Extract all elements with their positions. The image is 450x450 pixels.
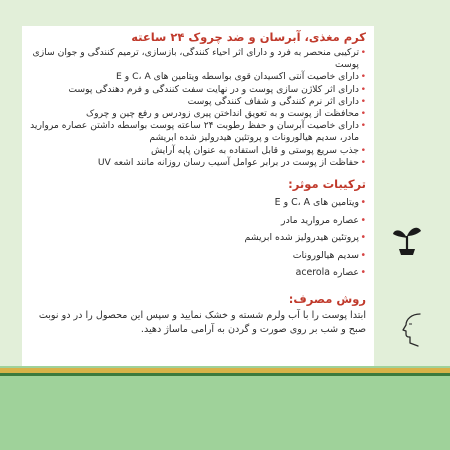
feature-item: • دارای خاصیت آنتی اکسیدان قوی بواسطه ویتامین های C، A و E (26, 71, 366, 83)
feature-item: • دارای اثر نرم کنندگی و شفاف کنندگی پوست (26, 96, 366, 108)
ingredient-item: • سدیم هیالورونات (26, 247, 366, 265)
feature-item: • دارای اثر کلاژن سازی پوست و در نهایت سفت کنندگی و فرم دهندگی پوست (26, 84, 366, 96)
ingredients-title: ترکیبات موثر: (288, 177, 366, 192)
ingredient-item: • عصاره مروارید مادر (26, 212, 366, 230)
bottom-background-band (0, 366, 450, 450)
ingredient-item: • ویتامین های C، A و E (26, 194, 366, 212)
feature-list (26, 47, 366, 169)
face-profile-icon (398, 312, 424, 348)
feature-item: • حفاظت از پوست در برابر عوامل آسیب رسان روزانه مانند اشعه UV (26, 157, 366, 169)
feature-item: • محافظت از پوست و به تعویق انداختن پیری زودرس و رفع چین و چروک (26, 108, 366, 120)
ingredient-item: • عصاره acerola (26, 264, 366, 282)
product-title: کرم مغذی، آبرسان و ضد چروک ۲۴ ساعته (131, 30, 366, 44)
green-divider-stripe (0, 373, 450, 376)
product-text-column (26, 30, 366, 337)
feature-item: • جذب سریع پوستی و قابل استفاده به عنوان پایه آرایش (26, 145, 366, 157)
feature-item: • دارای خاصیت آبرسان و حفظ رطوبت ۲۴ ساعته پوست بواسطه داشتن عصاره مروارید مادر، سدیم هیالورونات و پروتئین هیدرولیز شده ابریشم (26, 120, 366, 144)
ingredient-item: • پروتئین هیدرولیز شده ابریشم (26, 229, 366, 247)
feature-item: • ترکیبی منحصر به فرد و دارای اثر احیاء کنندگی، بازسازی، ترمیم کنندگی و جوان سازی پوست (26, 47, 366, 71)
ingredient-list (26, 194, 366, 282)
usage-title: روش مصرف: (288, 291, 366, 306)
plant-sprout-icon (390, 222, 424, 256)
usage-text: ابتدا پوست را با آب ولرم شسته و خشک نمایید و سپس این محصول را در دو نوبت صبح و شب بر روی صورت و گردن به آرامی ماساژ دهید. (38, 309, 366, 335)
